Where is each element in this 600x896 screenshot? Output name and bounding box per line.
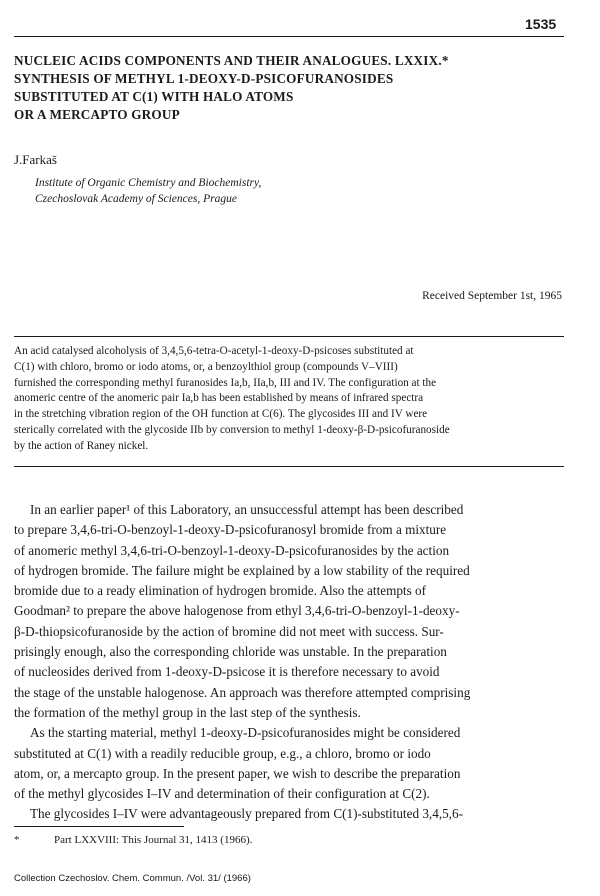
title-line: OR A MERCAPTO GROUP xyxy=(14,107,180,122)
title-line: NUCLEIC ACIDS COMPONENTS AND THEIR ANALOGUES. LXXIX.* xyxy=(14,53,449,68)
body-line: β-D-thiopsicofuranoside by the action of bromine did not meet with success. Sur- xyxy=(14,623,444,639)
abstract-line: C(1) with chloro, bromo or iodo atoms, or, a benzoylthiol group (compounds V–VIII) xyxy=(14,360,398,373)
footnote-text: Part LXXVIII: This Journal 31, 1413 (1966). xyxy=(54,834,253,846)
received-date: Received September 1st, 1965 xyxy=(422,290,562,302)
affiliation xyxy=(35,175,261,207)
abstract xyxy=(14,344,564,455)
author-name: J.Farkaš xyxy=(14,152,57,167)
article-title xyxy=(14,52,554,124)
body-line: atom, or, a mercapto group. In the present paper, we wish to describe the preparation xyxy=(14,765,461,781)
footnote-mark: * xyxy=(14,834,20,846)
abstract-line: An acid catalysed alcoholysis of 3,4,5,6-tetra-O-acetyl-1-deoxy-D-psicoses substituted at xyxy=(14,345,414,357)
body-line: of the methyl glycosides I–IV and determination of their configuration at C(2). xyxy=(14,786,430,802)
abstract-line: sterically correlated with the glycoside IIb by conversion to methyl 1-deoxy-β-D-psicofuranoside xyxy=(14,423,450,436)
abstract-line: furnished the corresponding methyl furanosides Ia,b, IIa,b, III and IV. The configuration at the xyxy=(14,376,437,389)
body-line: of nucleosides derived from 1-deoxy-D-psicose it is therefore necessary to avoid xyxy=(14,664,440,680)
abstract-rule-bottom xyxy=(14,466,564,467)
journal-footer: Collection Czechoslov. Chem. Commun. /Vol. 31/ (1966) xyxy=(14,873,251,884)
affiliation-line: Institute of Organic Chemistry and Biochemistry, xyxy=(35,177,262,189)
body-line: bromide due to a ready elimination of hydrogen bromide. Also the attempts of xyxy=(14,583,427,599)
body-line: the stage of the unstable halogenose. An approach was therefore attempted comprising xyxy=(14,684,471,700)
page-number: 1535 xyxy=(525,16,557,32)
body-line: substituted at C(1) with a readily reducible group, e.g., a chloro, bromo or iodo xyxy=(14,745,431,761)
abstract-line: anomeric centre of the anomeric pair Ia,b has been established by means of infrared spectra xyxy=(14,392,424,405)
abstract-line: in the stretching vibration region of the OH function at C(6). The glycosides III and IV were xyxy=(14,408,428,421)
body-text xyxy=(14,500,564,825)
title-line: SUBSTITUTED AT C(1) WITH HALO ATOMS xyxy=(14,89,294,104)
header-rule xyxy=(14,36,564,37)
body-line: Goodman² to prepare the above halogenose from ethyl 3,4,6-tri-O-benzoyl-1-deoxy- xyxy=(14,603,460,619)
body-line: In an earlier paper¹ of this Laboratory, an unsuccessful attempt has been described xyxy=(30,502,464,517)
title-line: SYNTHESIS OF METHYL 1-DEOXY-D-PSICOFURANOSIDES xyxy=(14,71,394,86)
body-line: of hydrogen bromide. The failure might be explained by a low stability of the required xyxy=(14,562,470,578)
abstract-line: by the action of Raney nickel. xyxy=(14,439,149,452)
footnote-rule xyxy=(14,826,184,827)
affiliation-line: Czechoslovak Academy of Sciences, Prague xyxy=(35,193,237,205)
body-line: of anomeric methyl 3,4,6-tri-O-benzoyl-1-deoxy-D-psicofuranosides by the action xyxy=(14,542,450,558)
abstract-rule-top xyxy=(14,336,564,337)
footnote xyxy=(14,834,252,846)
body-line: As the starting material, methyl 1-deoxy-D-psicofuranosides might be considered xyxy=(30,725,461,741)
body-line: prisingly enough, also the corresponding chloride was unstable. In the preparation xyxy=(14,644,447,660)
body-line: the formation of the methyl group in the last step of the synthesis. xyxy=(14,704,361,720)
body-line: The glycosides I–IV were advantageously prepared from C(1)-substituted 3,4,5,6- xyxy=(30,806,463,822)
body-line: to prepare 3,4,6-tri-O-benzoyl-1-deoxy-D-psicofuranosyl bromide from a mixture xyxy=(14,522,447,538)
